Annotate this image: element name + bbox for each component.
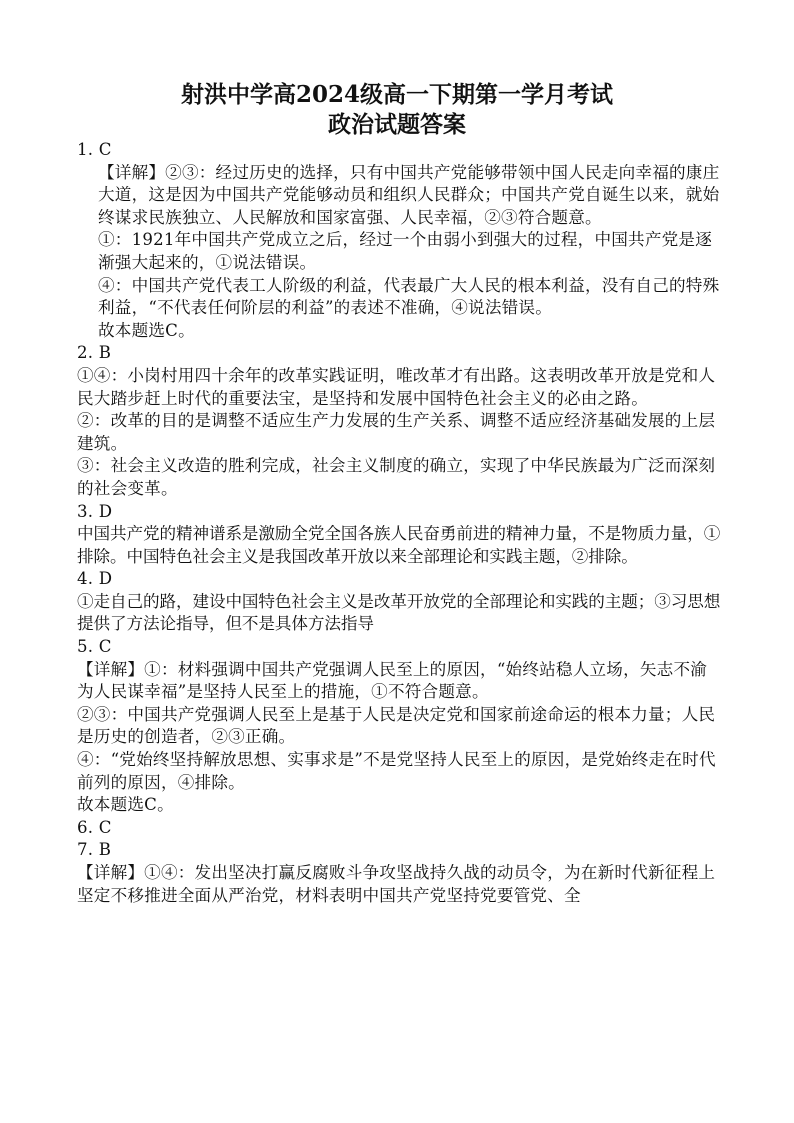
answer-number-7: 7. B	[77, 840, 112, 860]
answer-7-detail: 【详解】①④：发出坚决打赢反腐败斗争攻坚战持久战的动员令，为在新时代新征程上坚定不移推进全面从严治党，材料表明中国共产党坚持党要管党、全	[77, 863, 716, 905]
answer-2-option-2: ②：改革的目的是调整不适应生产力发展的生产关系、调整不适应经济基础发展的上层建筑。	[77, 411, 716, 453]
document-title: 射洪中学高2024级高一下期第一学月考试	[180, 81, 613, 108]
answer-1-conclusion: 故本题选C。	[98, 320, 195, 340]
answer-5-option-23: ②③：中国共产党强调人民至上是基于人民是决定党和国家前途命运的根本力量；人民是历史的创造者，②③正确。	[77, 704, 716, 747]
document-subtitle: 政治试题答案	[328, 111, 466, 138]
answer-1-detail: 【详解】②③：经过历史的选择，只有中国共产党能够带领中国人民走向幸福的康庄大道，这是因为中国共产党能够动员和组织人民群众；中国共产党自诞生以来，就始终谋求民族独立、人民解放和国家富强、人民幸福，②③符合题意。	[98, 162, 720, 227]
answer-content	[77, 139, 723, 907]
answer-number-2: 2. B	[77, 343, 112, 363]
answer-1-option-4: ④：中国共产党代表工人阶级的利益，代表最广大人民的根本利益，没有自己的特殊利益，“不代表任何阶层的利益”的表述不准确，④说法错误。	[98, 275, 720, 318]
answer-number-5: 5. C	[77, 637, 112, 657]
answer-number-3: 3. D	[77, 501, 113, 521]
answer-number-4: 4. D	[77, 569, 113, 589]
answer-2-option-14: ①④：小岗村用四十余年的改革实践证明，唯改革才有出路。这表明改革开放是党和人民大踏步赶上时代的重要法宝，是坚持和发展中国特色社会主义的必由之路。	[77, 365, 716, 408]
answer-1-option-1: ①：1921年中国共产党成立之后，经过一个由弱小到强大的过程，中国共产党是逐渐强大起来的，①说法错误。	[98, 230, 713, 272]
answer-number-6: 6. C	[77, 817, 112, 837]
answer-5-conclusion: 故本题选C。	[77, 795, 174, 815]
answer-number-1: 1. C	[77, 140, 112, 159]
answer-4-detail: ①走自己的路，建设中国特色社会主义是改革开放党的全部理论和实践的主题；③习思想提供了方法论指导，但不是具体方法指导	[77, 591, 721, 634]
answer-5-detail: 【详解】①：材料强调中国共产党强调人民至上的原因，“始终站稳人立场，矢志不渝为人民谋幸福”是坚持人民至上的措施，①不符合题意。	[77, 659, 708, 702]
answer-5-option-4: ④：“党始终坚持解放思想、实事求是”不是党坚持人民至上的原因，是党始终走在时代前列的原因，④排除。	[77, 750, 716, 792]
answer-3-detail: 中国共产党的精神谱系是激励全党全国各族人民奋勇前进的精神力量，不是物质力量，①排除。中国特色社会主义是我国改革开放以来全部理论和实践主题，②排除。	[77, 524, 721, 566]
answer-2-option-3: ③：社会主义改造的胜利完成，社会主义制度的确立，实现了中华民族最为广泛而深刻的社会变革。	[77, 456, 716, 498]
